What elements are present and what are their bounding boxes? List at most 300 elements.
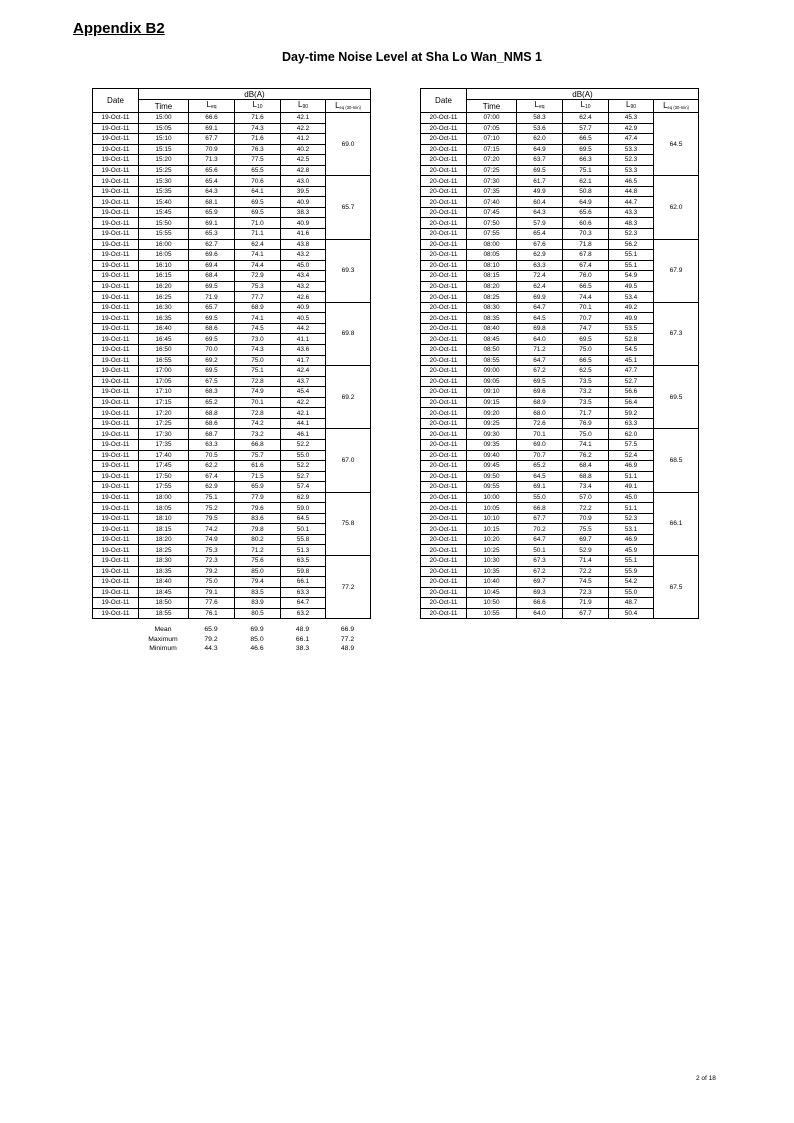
time-cell: 09:20 <box>467 408 517 419</box>
l10-cell: 69.5 <box>235 197 281 208</box>
l10-cell: 62.4 <box>235 239 281 250</box>
l90-cell: 53.4 <box>609 292 654 303</box>
date-cell: 19-Oct-11 <box>93 207 139 218</box>
leq30-cell: 69.8 <box>326 302 371 365</box>
time-cell: 17:45 <box>139 461 189 472</box>
table-row <box>421 429 699 440</box>
time-cell: 17:05 <box>139 376 189 387</box>
l90-cell: 42.2 <box>281 397 326 408</box>
l90-cell: 43.2 <box>281 281 326 292</box>
time-cell: 08:40 <box>467 323 517 334</box>
l90-cell: 45.1 <box>609 355 654 366</box>
l10-cell: 71.1 <box>235 229 281 240</box>
l90-cell: 51.3 <box>281 545 326 556</box>
date-cell: 19-Oct-11 <box>93 408 139 419</box>
l10-cell: 69.7 <box>563 534 609 545</box>
time-cell: 17:20 <box>139 408 189 419</box>
l90-cell: 51.1 <box>609 503 654 514</box>
time-cell: 10:10 <box>467 513 517 524</box>
time-cell: 08:50 <box>467 345 517 356</box>
leq-header: $L_{eq}$ <box>517 100 563 113</box>
leq-cell: 69.9 <box>517 292 563 303</box>
time-cell: 08:45 <box>467 334 517 345</box>
leq30-cell: 77.2 <box>326 555 371 618</box>
date-cell: 19-Oct-11 <box>93 461 139 472</box>
l10-cell: 72.3 <box>563 587 609 598</box>
time-cell: 08:55 <box>467 355 517 366</box>
date-cell: 19-Oct-11 <box>93 545 139 556</box>
date-cell: 19-Oct-11 <box>93 566 139 577</box>
l10-cell: 71.7 <box>563 408 609 419</box>
leq-cell: 69.1 <box>517 482 563 493</box>
l10-cell: 75.1 <box>563 165 609 176</box>
l90-cell: 46.9 <box>609 461 654 472</box>
time-cell: 07:50 <box>467 218 517 229</box>
time-cell: 16:15 <box>139 271 189 282</box>
l10-cell: 67.4 <box>563 260 609 271</box>
leq-cell: 77.6 <box>189 598 235 609</box>
l90-cell: 40.2 <box>281 144 326 155</box>
leq-cell: 57.9 <box>517 218 563 229</box>
table-row <box>93 113 371 124</box>
l10-cell: 75.0 <box>563 429 609 440</box>
date-cell: 20-Oct-11 <box>421 471 467 482</box>
l10-cell: 74.3 <box>235 123 281 134</box>
date-cell: 20-Oct-11 <box>421 387 467 398</box>
time-cell: 18:40 <box>139 577 189 588</box>
date-cell: 20-Oct-11 <box>421 197 467 208</box>
l10-cell: 70.6 <box>235 176 281 187</box>
page-number: 2 of 18 <box>696 1075 716 1082</box>
leq-cell: 67.7 <box>517 513 563 524</box>
time-cell: 18:15 <box>139 524 189 535</box>
date-cell: 20-Oct-11 <box>421 281 467 292</box>
time-cell: 10:35 <box>467 566 517 577</box>
leq-cell: 64.9 <box>517 144 563 155</box>
l90-cell: 43.0 <box>281 176 326 187</box>
l90-cell: 44.1 <box>281 418 326 429</box>
l10-cell: 72.2 <box>563 566 609 577</box>
leq-cell: 70.2 <box>517 524 563 535</box>
date-cell: 20-Oct-11 <box>421 271 467 282</box>
l90-cell: 45.9 <box>609 545 654 556</box>
l10-cell: 60.6 <box>563 218 609 229</box>
date-cell: 20-Oct-11 <box>421 524 467 535</box>
l90-cell: 42.8 <box>281 165 326 176</box>
l90-cell: 55.0 <box>609 587 654 598</box>
date-cell: 20-Oct-11 <box>421 492 467 503</box>
stat-leq: 44.3 <box>204 645 218 653</box>
leq-cell: 69.4 <box>189 260 235 271</box>
leq30-cell: 75.8 <box>326 492 371 555</box>
leq-cell: 70.1 <box>517 429 563 440</box>
l90-cell: 40.9 <box>281 302 326 313</box>
l90-cell: 59.8 <box>281 566 326 577</box>
l10-cell: 50.8 <box>563 186 609 197</box>
l90-cell: 42.6 <box>281 292 326 303</box>
leq-cell: 65.4 <box>189 176 235 187</box>
leq-cell: 69.1 <box>189 123 235 134</box>
leq-cell: 67.2 <box>517 366 563 377</box>
l90-cell: 54.9 <box>609 271 654 282</box>
leq-cell: 64.5 <box>517 471 563 482</box>
date-cell: 19-Oct-11 <box>93 492 139 503</box>
date-cell: 19-Oct-11 <box>93 482 139 493</box>
time-cell: 17:35 <box>139 439 189 450</box>
l10-cell: 75.6 <box>235 555 281 566</box>
l90-cell: 54.2 <box>609 577 654 588</box>
l90-cell: 48.3 <box>609 218 654 229</box>
leq-cell: 65.7 <box>189 302 235 313</box>
l90-cell: 52.3 <box>609 229 654 240</box>
date-cell: 19-Oct-11 <box>93 503 139 514</box>
l10-cell: 72.8 <box>235 408 281 419</box>
l10-cell: 71.4 <box>563 555 609 566</box>
date-cell: 20-Oct-11 <box>421 113 467 124</box>
date-cell: 19-Oct-11 <box>93 229 139 240</box>
l90-cell: 46.9 <box>609 534 654 545</box>
stat-label: Maximum <box>148 635 178 643</box>
l90-cell: 51.1 <box>609 471 654 482</box>
leq-cell: 68.6 <box>189 323 235 334</box>
time-cell: 07:45 <box>467 207 517 218</box>
time-cell: 16:10 <box>139 260 189 271</box>
l90-cell: 52.7 <box>609 376 654 387</box>
l10-cell: 73.2 <box>563 387 609 398</box>
leq-cell: 72.4 <box>517 271 563 282</box>
l10-cell: 64.1 <box>235 186 281 197</box>
leq-cell: 64.5 <box>517 313 563 324</box>
l10-cell: 74.9 <box>235 387 281 398</box>
l90-cell: 50.4 <box>609 608 654 619</box>
dba-header: dB(A) <box>467 89 699 100</box>
time-cell: 17:00 <box>139 366 189 377</box>
time-cell: 10:15 <box>467 524 517 535</box>
appendix-heading: Appendix B2 <box>73 20 165 37</box>
leq-cell: 68.4 <box>189 271 235 282</box>
leq-cell: 71.9 <box>189 292 235 303</box>
l10-cell: 66.5 <box>563 281 609 292</box>
leq-cell: 74.9 <box>189 534 235 545</box>
noise-table-19-oct <box>92 88 371 619</box>
l90-cell: 62.0 <box>609 429 654 440</box>
leq30-cell: 65.7 <box>326 176 371 239</box>
date-cell: 20-Oct-11 <box>421 598 467 609</box>
leq30-header: Leq (30-min) <box>654 100 699 113</box>
time-cell: 07:20 <box>467 155 517 166</box>
leq-cell: 67.7 <box>189 134 235 145</box>
time-cell: 15:50 <box>139 218 189 229</box>
l10-cell: 79.4 <box>235 577 281 588</box>
date-cell: 20-Oct-11 <box>421 577 467 588</box>
l90-cell: 49.1 <box>609 482 654 493</box>
time-cell: 15:25 <box>139 165 189 176</box>
leq-cell: 72.6 <box>517 418 563 429</box>
date-cell: 19-Oct-11 <box>93 598 139 609</box>
l90-cell: 56.2 <box>609 239 654 250</box>
l10-cell: 66.8 <box>235 439 281 450</box>
date-cell: 20-Oct-11 <box>421 503 467 514</box>
leq-cell: 76.1 <box>189 608 235 619</box>
l90-cell: 44.2 <box>281 323 326 334</box>
l10-cell: 74.4 <box>235 260 281 271</box>
date-cell: 19-Oct-11 <box>93 439 139 450</box>
l10-cell: 61.6 <box>235 461 281 472</box>
l10-cell: 68.8 <box>563 471 609 482</box>
date-cell: 20-Oct-11 <box>421 608 467 619</box>
l10-cell: 57.7 <box>563 123 609 134</box>
table-row <box>93 302 371 313</box>
l10-cell: 66.5 <box>563 134 609 145</box>
l10-cell: 70.1 <box>563 302 609 313</box>
date-cell: 20-Oct-11 <box>421 439 467 450</box>
leq30-cell: 67.3 <box>654 302 699 365</box>
l10-cell: 67.7 <box>563 608 609 619</box>
l10-cell: 73.2 <box>235 429 281 440</box>
l10-cell: 74.1 <box>235 313 281 324</box>
time-cell: 09:40 <box>467 450 517 461</box>
leq-cell: 70.5 <box>189 450 235 461</box>
time-cell: 08:20 <box>467 281 517 292</box>
leq-cell: 74.2 <box>189 524 235 535</box>
time-cell: 09:35 <box>467 439 517 450</box>
time-cell: 16:55 <box>139 355 189 366</box>
time-cell: 18:00 <box>139 492 189 503</box>
l10-cell: 76.9 <box>563 418 609 429</box>
leq-cell: 49.9 <box>517 186 563 197</box>
l90-cell: 47.7 <box>609 366 654 377</box>
date-cell: 20-Oct-11 <box>421 323 467 334</box>
l10-cell: 65.5 <box>235 165 281 176</box>
time-cell: 10:45 <box>467 587 517 598</box>
time-cell: 08:30 <box>467 302 517 313</box>
date-cell: 19-Oct-11 <box>93 176 139 187</box>
spacer-cell <box>92 644 138 654</box>
time-cell: 09:25 <box>467 418 517 429</box>
l90-cell: 55.1 <box>609 555 654 566</box>
l90-cell: 46.1 <box>281 429 326 440</box>
l10-cell: 74.3 <box>235 345 281 356</box>
time-cell: 17:55 <box>139 482 189 493</box>
time-cell: 15:10 <box>139 134 189 145</box>
date-cell: 19-Oct-11 <box>93 197 139 208</box>
date-cell: 20-Oct-11 <box>421 482 467 493</box>
leq-cell: 69.7 <box>517 577 563 588</box>
l90-cell: 56.6 <box>609 387 654 398</box>
date-cell: 20-Oct-11 <box>421 461 467 472</box>
time-cell: 09:30 <box>467 429 517 440</box>
l10-cell: 69.5 <box>563 334 609 345</box>
leq-cell: 72.3 <box>189 555 235 566</box>
l10-cell: 69.5 <box>563 144 609 155</box>
leq-cell: 69.5 <box>189 334 235 345</box>
date-cell: 19-Oct-11 <box>93 271 139 282</box>
stats-row <box>92 644 370 654</box>
leq-cell: 53.6 <box>517 123 563 134</box>
leq-cell: 58.3 <box>517 113 563 124</box>
l10-cell: 76.0 <box>563 271 609 282</box>
stats-row <box>92 625 370 635</box>
l10-cell: 79.8 <box>235 524 281 535</box>
date-cell: 19-Oct-11 <box>93 323 139 334</box>
table-row <box>421 302 699 313</box>
l90-cell: 63.3 <box>281 587 326 598</box>
l10-cell: 77.5 <box>235 155 281 166</box>
date-cell: 19-Oct-11 <box>93 524 139 535</box>
l90-cell: 53.1 <box>609 524 654 535</box>
l90-cell: 44.8 <box>609 186 654 197</box>
stat-l90: 66.1 <box>295 635 310 643</box>
time-cell: 15:40 <box>139 197 189 208</box>
l10-cell: 75.1 <box>235 366 281 377</box>
l10-cell: 70.3 <box>563 229 609 240</box>
l90-cell: 38.3 <box>281 207 326 218</box>
leq-cell: 63.7 <box>517 155 563 166</box>
leq-cell: 67.6 <box>517 239 563 250</box>
leq-cell: 65.2 <box>517 461 563 472</box>
date-cell: 20-Oct-11 <box>421 418 467 429</box>
stat-label: Minimum <box>149 645 177 653</box>
l10-cell: 74.4 <box>563 292 609 303</box>
time-cell: 18:30 <box>139 555 189 566</box>
l90-cell: 42.5 <box>281 155 326 166</box>
l10-cell: 69.5 <box>235 207 281 218</box>
leq-cell: 60.4 <box>517 197 563 208</box>
l10-cell: 71.9 <box>563 598 609 609</box>
l90-cell: 44.7 <box>609 197 654 208</box>
leq-cell: 65.9 <box>189 207 235 218</box>
time-cell: 07:40 <box>467 197 517 208</box>
leq-cell: 62.2 <box>189 461 235 472</box>
time-cell: 16:25 <box>139 292 189 303</box>
stats-row <box>92 635 370 645</box>
l90-cell: 45.0 <box>281 260 326 271</box>
l90-cell: 45.3 <box>609 113 654 124</box>
time-cell: 15:00 <box>139 113 189 124</box>
l90-cell: 63.2 <box>281 608 326 619</box>
time-cell: 16:05 <box>139 250 189 261</box>
l10-cell: 71.8 <box>563 239 609 250</box>
l10-cell: 74.7 <box>563 323 609 334</box>
l90-cell: 52.4 <box>609 450 654 461</box>
date-cell: 20-Oct-11 <box>421 397 467 408</box>
stat-leq30: 77.2 <box>340 635 355 643</box>
leq30-cell: 67.5 <box>654 555 699 618</box>
time-cell: 18:20 <box>139 534 189 545</box>
time-cell: 09:00 <box>467 366 517 377</box>
leq-cell: 75.0 <box>189 577 235 588</box>
leq-cell: 64.7 <box>517 355 563 366</box>
leq30-cell: 68.5 <box>654 429 699 492</box>
date-cell: 20-Oct-11 <box>421 292 467 303</box>
time-cell: 15:45 <box>139 207 189 218</box>
time-cell: 07:15 <box>467 144 517 155</box>
date-cell: 19-Oct-11 <box>93 429 139 440</box>
leq-cell: 69.5 <box>189 366 235 377</box>
leq-cell: 69.1 <box>189 218 235 229</box>
l10-cell: 68.9 <box>235 302 281 313</box>
time-cell: 07:30 <box>467 176 517 187</box>
stats-body <box>92 625 370 654</box>
l90-cell: 39.5 <box>281 186 326 197</box>
l10-cell: 80.5 <box>235 608 281 619</box>
leq-cell: 62.4 <box>517 281 563 292</box>
l90-cell: 43.8 <box>281 239 326 250</box>
date-cell: 20-Oct-11 <box>421 566 467 577</box>
l10-cell: 62.1 <box>563 176 609 187</box>
leq-cell: 66.6 <box>189 113 235 124</box>
leq-cell: 69.5 <box>517 165 563 176</box>
date-cell: 19-Oct-11 <box>93 534 139 545</box>
time-cell: 18:35 <box>139 566 189 577</box>
date-cell: 19-Oct-11 <box>93 577 139 588</box>
stat-leq: 79.2 <box>204 635 218 643</box>
l10-cell: 68.4 <box>563 461 609 472</box>
date-cell: 19-Oct-11 <box>93 250 139 261</box>
l10-cell: 75.5 <box>563 524 609 535</box>
table-row <box>421 555 699 566</box>
date-cell: 20-Oct-11 <box>421 429 467 440</box>
leq-cell: 68.8 <box>189 408 235 419</box>
date-cell: 20-Oct-11 <box>421 302 467 313</box>
leq-cell: 75.2 <box>189 503 235 514</box>
l10-cell: 67.8 <box>563 250 609 261</box>
l90-cell: 55.8 <box>281 534 326 545</box>
time-cell: 16:45 <box>139 334 189 345</box>
date-cell: 20-Oct-11 <box>421 587 467 598</box>
l90-cell: 52.3 <box>609 513 654 524</box>
date-header: Date <box>421 89 467 113</box>
leq-cell: 64.3 <box>517 207 563 218</box>
l10-cell: 74.5 <box>563 577 609 588</box>
date-cell: 19-Oct-11 <box>93 376 139 387</box>
l90-cell: 54.5 <box>609 345 654 356</box>
time-cell: 15:15 <box>139 144 189 155</box>
date-cell: 19-Oct-11 <box>93 555 139 566</box>
date-cell: 19-Oct-11 <box>93 513 139 524</box>
time-cell: 10:30 <box>467 555 517 566</box>
date-header: Date <box>93 89 139 113</box>
leq-cell: 62.9 <box>189 482 235 493</box>
time-cell: 10:05 <box>467 503 517 514</box>
l90-cell: 53.3 <box>609 144 654 155</box>
date-cell: 20-Oct-11 <box>421 123 467 134</box>
leq-cell: 68.7 <box>189 429 235 440</box>
leq30-cell: 62.0 <box>654 176 699 239</box>
stat-l10: 46.6 <box>250 645 264 653</box>
date-cell: 20-Oct-11 <box>421 155 467 166</box>
time-cell: 17:10 <box>139 387 189 398</box>
l90-cell: 53.5 <box>609 323 654 334</box>
l10-cell: 71.2 <box>235 545 281 556</box>
leq-cell: 61.7 <box>517 176 563 187</box>
l10-cell: 52.9 <box>563 545 609 556</box>
l10-header: $L_{10}$ <box>235 100 281 113</box>
date-cell: 20-Oct-11 <box>421 218 467 229</box>
l10-cell: 74.2 <box>235 418 281 429</box>
time-cell: 07:00 <box>467 113 517 124</box>
time-cell: 10:20 <box>467 534 517 545</box>
l90-cell: 41.1 <box>281 334 326 345</box>
leq-cell: 66.8 <box>517 503 563 514</box>
leq-cell: 68.6 <box>189 418 235 429</box>
date-cell: 19-Oct-11 <box>93 123 139 134</box>
l90-cell: 52.8 <box>609 334 654 345</box>
time-cell: 17:40 <box>139 450 189 461</box>
page-title: Day-time Noise Level at Sha Lo Wan_NMS 1 <box>281 50 543 64</box>
l10-cell: 62.4 <box>563 113 609 124</box>
leq-cell: 65.4 <box>517 229 563 240</box>
